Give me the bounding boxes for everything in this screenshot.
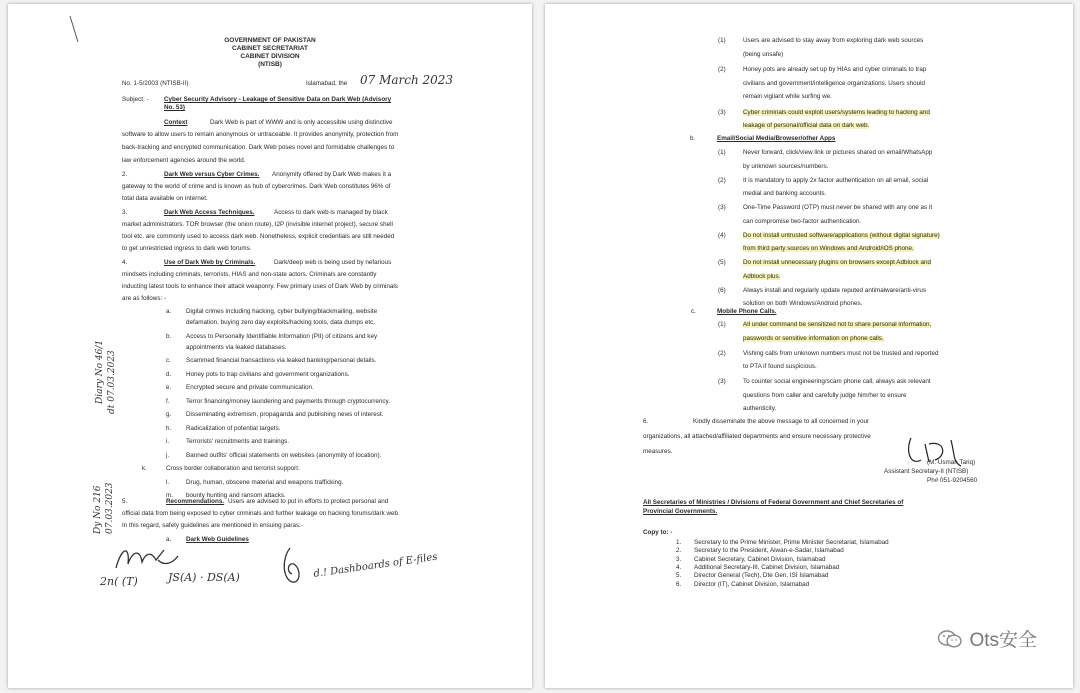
list-item-text: Honey pots to trap civilians and government organizations. <box>186 370 350 378</box>
list-item-text: solution on both Windows/Android phones. <box>743 300 863 307</box>
copy-item-number: 1. <box>676 539 682 546</box>
para-4-text-4: are as follows: - <box>122 295 167 302</box>
list-item-text: Access to Personally Identifiable Information (PII) of citizens and key <box>186 332 378 340</box>
document-page-1 <box>8 4 532 688</box>
margin-note-diary: Diary No 46/1 <box>95 339 105 404</box>
list-item-text: to PTA if found suspicious. <box>743 363 817 370</box>
handwritten-mark <box>276 544 306 588</box>
para-3-text-3: tool etc. are commonly used to access dark web. Nonetheless, explicit credentials are still needed <box>122 233 395 240</box>
para-6-number: 6. <box>643 418 649 425</box>
list-item-text: It is mandatory to apply 2x factor authentication on all email, social <box>743 176 929 184</box>
list-item-label: f. <box>166 397 170 405</box>
list-item-label: j. <box>166 451 170 459</box>
list-item-text: Never forward, click/view link or pictures shared on email/WhatsApp <box>743 149 933 156</box>
copy-to-label: Copy to: - <box>643 529 673 536</box>
list-item-label: (1) <box>718 321 726 328</box>
list-item-label: k. <box>142 465 147 472</box>
para-5-number: 5. <box>122 498 128 505</box>
list-item-label: (4) <box>718 231 726 239</box>
watermark <box>937 625 1037 652</box>
list-item-label: c. <box>166 357 171 364</box>
list-item-text: Encrypted secure and private communication. <box>186 384 314 391</box>
para-2-text-1: Anonymity offered by Dark Web makes it a <box>272 171 392 178</box>
addressees-line-1: All Secretaries of Ministries / Divisions of Federal Government and Chief Secretaries of <box>643 499 904 506</box>
copy-item-text: Director (IT), Cabinet Division, Islamabad <box>694 580 810 588</box>
copy-item-text: Secretary to the Prime Minister, Prime Minister Secretariat, Islamabad <box>694 539 889 546</box>
list-item-text: Users are advised to stay away from exploring dark web sources <box>743 37 924 44</box>
para-5-text-2: official data from being exposed to cyber criminals and further leakage on hacking forums/dark web. <box>122 510 400 517</box>
list-item-label: i. <box>166 438 170 445</box>
list-item-label: (2) <box>718 66 726 73</box>
copy-item-number: 4. <box>676 563 682 571</box>
document-page-2 <box>545 4 1073 688</box>
list-item-text: Terrorists' recruitments and trainings. <box>186 438 290 445</box>
list-item-text: bounty hunting and ransom attacks. <box>186 492 286 499</box>
context-text-4: law enforcement agencies around the world. <box>122 157 246 164</box>
copy-item-text: Director General (Tech), Dte Gen, ISI Islamabad <box>694 572 829 580</box>
list-item-text: Banned outfits' official statements on websites (anonymity of location). <box>186 451 382 459</box>
para-2-number: 2. <box>122 171 128 178</box>
list-item-label: (3) <box>718 378 726 385</box>
section-c-heading: Mobile Phone Calls. <box>717 308 777 315</box>
copy-item-text: Additional Secretary-III, Cabinet Division, Islamabad <box>694 563 840 571</box>
subject-label: Subject: - <box>122 96 149 103</box>
list-item-text: defamation, buying zero day exploits/hacking tools, data dumps etc. <box>186 319 376 326</box>
context-text-1: Dark Web is part of WWW and is only accessible using distinctive <box>210 119 393 126</box>
list-item-text: Radicalization of potential targets. <box>186 424 281 432</box>
para-2-text-2: gateway to the world of crime and is known as hub of cybercrimes. Dark Web constitutes 96% of <box>122 183 391 190</box>
para-4-heading: Use of Dark Web by Criminals. <box>164 259 256 266</box>
list-item-label: (3) <box>718 108 726 116</box>
list-item-text: authenticity. <box>743 405 777 412</box>
para-6-text-1: Kindly disseminate the above message to all concerned in your <box>693 418 870 425</box>
para-4-number: 4. <box>122 259 128 266</box>
header-line-4: (NTISB) <box>258 61 282 68</box>
para-5a-heading: Dark Web Guidelines <box>186 536 249 543</box>
copy-item-number: 3. <box>676 555 682 563</box>
para-5a-label: a. <box>166 536 172 543</box>
para-3-text-2: market administrators. TOR browser (the onion route), I2P (invisible internet project), secure shell <box>122 221 393 228</box>
list-item-text: Honey pots are already set up by HIAs and cyber criminals to trap <box>743 66 927 73</box>
list-item-label: b. <box>166 332 172 340</box>
para-4-text-3: inducting latest tools to enhance their attack weaponry. Few primary uses of Dark Web by criminals <box>122 283 398 290</box>
list-item-text: Disseminating extremism, propaganda and publishing news of interest. <box>186 411 384 418</box>
list-item-text: To counter social engineering/scam phone call, always ask relevant <box>743 378 931 385</box>
list-item-text: Always install and regularly update reputed antimalware/anti-virus <box>743 286 927 294</box>
header-line-1: GOVERNMENT OF PAKISTAN <box>224 37 316 44</box>
wechat-icon <box>937 629 963 649</box>
list-item-label: (5) <box>718 259 726 266</box>
list-item-label: a. <box>166 308 172 315</box>
list-item-label: (2) <box>718 349 726 357</box>
watermark-text: Ots安全 <box>969 630 1037 651</box>
context-text-3: back-tracking and encrypted communication. Dark Web poses novel and formidable challenges to <box>122 144 395 151</box>
list-item-label: (1) <box>718 37 726 44</box>
signatory-name: (M. Usman Tariq) <box>927 459 976 466</box>
header-line-2: CABINET SECRETARIAT <box>232 45 308 52</box>
copy-item-number: 2. <box>676 547 682 555</box>
list-item-text: Vishing calls from unknown numbers must not be trusted and reported <box>743 349 939 357</box>
list-item-text: remain vigilant while surfing we. <box>743 93 832 100</box>
list-item-text: civilians and government/intelligence organizations. Users should <box>743 79 926 87</box>
para-6-text-2: organizations, all attached/affiliated departments and ensure necessary protective <box>643 433 871 440</box>
section-c-label: c. <box>691 308 696 315</box>
section-b-label: b. <box>690 135 696 142</box>
list-item-text: (being unsafe) <box>743 50 784 58</box>
subject-line-2: No. 53) <box>164 104 185 111</box>
para-2-heading: Dark Web versus Cyber Crimes. <box>164 171 260 178</box>
header-line-3: CABINET DIVISION <box>240 53 300 60</box>
para-3-number: 3. <box>122 209 128 216</box>
margin-note-dy: Dy No 216 <box>93 485 103 534</box>
list-item-text: Adblock plus. <box>743 272 781 280</box>
para-5-text-1: Users are advised to put in efforts to protect personal and <box>228 498 389 505</box>
copy-item-number: 5. <box>676 572 682 580</box>
list-item-text: by unknown sources/numbers. <box>743 162 829 170</box>
list-item-label: l. <box>166 478 170 486</box>
list-item-label: (6) <box>718 286 726 294</box>
handwritten-note-2: JS(A) · DS(A) <box>168 571 240 584</box>
list-item-label: d. <box>166 370 172 378</box>
list-item-text: Digital crimes including hacking, cyber bullying/blackmailing, website <box>186 308 378 315</box>
copy-item-text: Cabinet Secretary, Cabinet Division, Islamabad <box>694 555 826 563</box>
context-heading: Context <box>164 119 188 126</box>
list-item-text: appointments via leaked databases. <box>186 343 287 351</box>
handwritten-note-3: d.! Dashboards of E-files <box>312 551 439 580</box>
para-3-text-4: to get unrestricted ingress to dark web forums. <box>122 245 252 252</box>
list-item-text: Do not install unnecessary plugins on browsers except Adblock and <box>743 259 931 266</box>
list-item-text: questions from caller and carefully judge him/her to ensure <box>743 391 907 399</box>
handwritten-date: 07 March 2023 <box>360 73 454 87</box>
para-4-text-1: Dark/deep web is being used by nefarious <box>274 259 392 266</box>
list-item-text: Cyber criminals could exploit users/systems leading to hacking and <box>743 108 930 116</box>
list-item-text: One-Time Password (OTP) must never be shared with any one as it <box>743 204 933 211</box>
list-item-label: h. <box>166 424 172 432</box>
para-3-text-1: Access to dark web is managed by black <box>274 209 388 216</box>
scan-edge-mark <box>68 14 88 44</box>
margin-note-date-1: dt 07.03.2023 <box>107 350 117 414</box>
copy-item-text: Secretary to the President, Aiwan-e-Sadar, Islamabad <box>694 547 844 555</box>
list-item-text: Terror financing/money laundering and payments through cryptocurrency. <box>186 397 390 405</box>
addressees-line-2: Provincial Governments. <box>643 508 718 515</box>
margin-note-date-2: 07.03.2023 <box>105 482 115 534</box>
list-item-text: leakage of personal/official data on dark web. <box>743 122 870 129</box>
para-4-text-2: mindsets including criminals, terrorists, HIAS and non-state actors. Criminals are constantly <box>122 271 377 278</box>
list-item-text: passwords or sensitive information on phone calls. <box>743 334 884 342</box>
para-3-heading: Dark Web Access Techniques. <box>164 209 255 216</box>
handwritten-note-1: 2n( (T) <box>100 575 138 588</box>
list-item-text: Scammed financial transactions via leaked banking/personal details. <box>186 357 377 364</box>
list-item-text: medial and banking accounts. <box>743 190 827 197</box>
para-5-heading: Recommendations. <box>166 498 225 505</box>
place-date-label: Islamabad, the <box>306 80 348 87</box>
section-b-heading: Email/Social Media/Browser/other Apps <box>717 135 836 142</box>
list-item-label: g. <box>166 411 172 418</box>
reference-number: No. 1-5/2003 (NTISB-II) <box>122 80 189 87</box>
signatory-title: Assistant Secretary-II (NTISB) <box>884 468 969 475</box>
para-6-text-3: measures. <box>643 448 673 455</box>
list-item-text: from third party sources on Windows and Android/iOS phone. <box>743 245 914 252</box>
list-item-text: All under command be sensitized not to share personal information, <box>743 321 932 328</box>
list-item-label: (2) <box>718 176 726 184</box>
context-text-2: software to allow users to remain anonymous or untraceable. It provides anonymity, protection from <box>122 131 399 138</box>
list-item-label: m. <box>166 492 173 499</box>
list-item-label: e. <box>166 384 172 391</box>
list-item-text: can compromise two-factor authentication. <box>743 217 862 225</box>
list-item-text: Do not install untrusted software/applications (without digital signature) <box>743 231 940 239</box>
list-item-label: (3) <box>718 204 726 211</box>
para-2-text-3: total data available on internet. <box>122 195 208 202</box>
list-item-text: Drug, human, obscene material and weapons trafficking. <box>186 478 344 486</box>
copy-item-number: 6. <box>676 580 682 588</box>
list-item-label: (1) <box>718 149 726 156</box>
signatory-phone: Ph# 051-9204560 <box>927 477 978 484</box>
para-5-text-3: In this regard, safety guidelines are mentioned in ensuing paras:- <box>122 522 303 529</box>
subject-line-1: Cyber Security Advisory - Leakage of Sensitive Data on Dark Web (Advisory <box>164 96 392 103</box>
list-item-text: Cross border collaboration and terrorist support. <box>166 465 300 472</box>
